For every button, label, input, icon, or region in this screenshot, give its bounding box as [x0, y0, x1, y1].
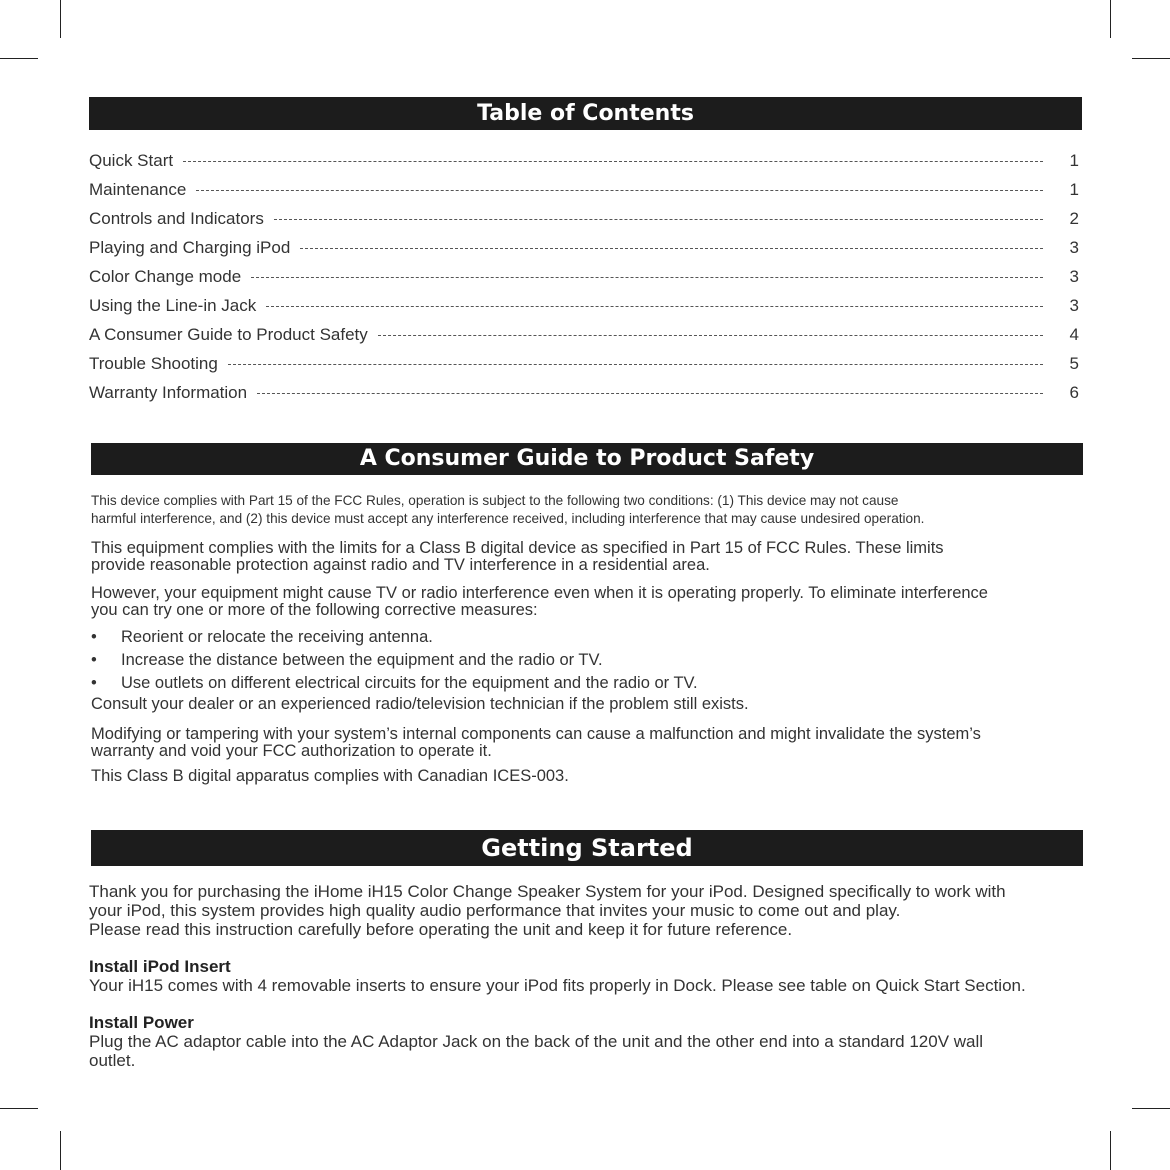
toc-entry-page: 4 — [1069, 324, 1079, 344]
toc-entry-page: 3 — [1069, 295, 1079, 315]
ices-paragraph: This Class B digital apparatus complies with Canadian ICES-003. — [91, 767, 569, 785]
class-b-paragraph — [91, 540, 1091, 574]
text-line: However, your equipment might cause TV or radio interference even when it is operating properly. To eliminate interference — [91, 584, 988, 602]
section-heading: Install Power — [89, 1013, 194, 1032]
toc-entry-page: 3 — [1069, 266, 1079, 286]
toc-entry[interactable] — [89, 175, 1079, 204]
dot-leader — [228, 364, 1043, 365]
install-power-section — [89, 1013, 1099, 1070]
toc-entry-label: Color Change mode — [89, 266, 242, 286]
toc-entry[interactable] — [89, 320, 1079, 349]
toc-entry[interactable] — [89, 233, 1079, 262]
toc-entry-page: 6 — [1069, 382, 1079, 402]
toc-entry[interactable] — [89, 378, 1079, 407]
toc-entry[interactable] — [89, 291, 1079, 320]
crop-mark — [60, 0, 61, 38]
dot-leader — [266, 306, 1043, 307]
tampering-paragraph — [91, 726, 1091, 760]
toc-entry-label: Quick Start — [89, 150, 174, 170]
crop-mark — [1132, 58, 1170, 59]
section-heading: Install iPod Insert — [89, 957, 231, 976]
crop-mark — [0, 1108, 38, 1109]
dot-leader — [274, 219, 1043, 220]
text-line: Please read this instruction carefully before operating the unit and keep it for future reference. — [89, 920, 793, 939]
text-line: your iPod, this system provides high quality audio performance that invites your music to come out and play. — [89, 901, 901, 920]
toc-entry-label: Maintenance — [89, 179, 187, 199]
safety-header: A Consumer Guide to Product Safety — [91, 443, 1083, 475]
dot-leader — [257, 393, 1043, 394]
interference-paragraph — [91, 585, 1091, 619]
toc-entry-label: Using the Line-in Jack — [89, 295, 257, 315]
list-item-text: Increase the distance between the equipment and the radio or TV. — [121, 651, 603, 669]
toc-entry[interactable] — [89, 146, 1079, 175]
toc-entry[interactable] — [89, 349, 1079, 378]
crop-mark — [1132, 1108, 1170, 1109]
toc-entry-page: 1 — [1069, 150, 1079, 170]
fcc-notice-line: This device complies with Part 15 of the FCC Rules, operation is subject to the following two conditions: (1) This device may not cause — [91, 493, 899, 508]
text-line: warranty and void your FCC authorization to operate it. — [91, 742, 492, 760]
list-item-text: Use outlets on different electrical circuits for the equipment and the radio or TV. — [121, 674, 698, 692]
intro-paragraph — [89, 882, 1099, 939]
crop-mark — [60, 1131, 61, 1170]
getting-started-header: Getting Started — [91, 830, 1083, 866]
install-insert-section — [89, 957, 1099, 995]
table-of-contents — [89, 146, 1079, 407]
dot-leader — [378, 335, 1043, 336]
bullet-icon: • — [91, 628, 97, 646]
list-item — [91, 651, 698, 674]
toc-entry[interactable] — [89, 262, 1079, 291]
corrective-measures-list — [91, 628, 698, 697]
toc-entry-page: 1 — [1069, 179, 1079, 199]
toc-entry-label: Controls and Indicators — [89, 208, 264, 228]
toc-entry-label: Playing and Charging iPod — [89, 237, 291, 257]
list-item-text: Reorient or relocate the receiving antenna. — [121, 628, 433, 646]
text-line: Modifying or tampering with your system’s internal components can cause a malfunction and might invalidate the system’s — [91, 725, 981, 743]
text-line: outlet. — [89, 1051, 136, 1070]
list-item — [91, 628, 698, 651]
text-line: Plug the AC adaptor cable into the AC Adaptor Jack on the back of the unit and the other end into a standard 120V wall — [89, 1032, 984, 1051]
fcc-notice-line: harmful interference, and (2) this device must accept any interference received, including interference that may cause undesired operation. — [91, 511, 925, 526]
bullet-icon: • — [91, 651, 97, 669]
text-line: you can try one or more of the following corrective measures: — [91, 601, 538, 619]
crop-mark — [1110, 0, 1111, 38]
crop-mark — [0, 58, 38, 59]
dot-leader — [251, 277, 1043, 278]
toc-entry-page: 5 — [1069, 353, 1079, 373]
dot-leader — [183, 161, 1043, 162]
text-line: Thank you for purchasing the iHome iH15 Color Change Speaker System for your iPod. Designed specifically to work with — [89, 882, 1006, 901]
list-item — [91, 674, 698, 697]
fcc-notice — [91, 492, 1091, 528]
bullet-icon: • — [91, 674, 97, 692]
toc-entry[interactable] — [89, 204, 1079, 233]
text-line: Your iH15 comes with 4 removable inserts to ensure your iPod fits properly in Dock. Please see table on Quick Start Section. — [89, 976, 1026, 995]
toc-entry-page: 3 — [1069, 237, 1079, 257]
dot-leader — [196, 190, 1043, 191]
text-line: provide reasonable protection against radio and TV interference in a residential area. — [91, 556, 710, 574]
text-line: This equipment complies with the limits for a Class B digital device as specified in Part 15 of FCC Rules. These limits — [91, 539, 944, 557]
dot-leader — [300, 248, 1043, 249]
crop-mark — [1110, 1131, 1111, 1170]
toc-entry-label: A Consumer Guide to Product Safety — [89, 324, 368, 344]
toc-entry-page: 2 — [1069, 208, 1079, 228]
toc-entry-label: Trouble Shooting — [89, 353, 218, 373]
consult-paragraph: Consult your dealer or an experienced radio/television technician if the problem still exists. — [91, 695, 749, 713]
toc-entry-label: Warranty Information — [89, 382, 248, 402]
toc-header: Table of Contents — [89, 97, 1082, 130]
